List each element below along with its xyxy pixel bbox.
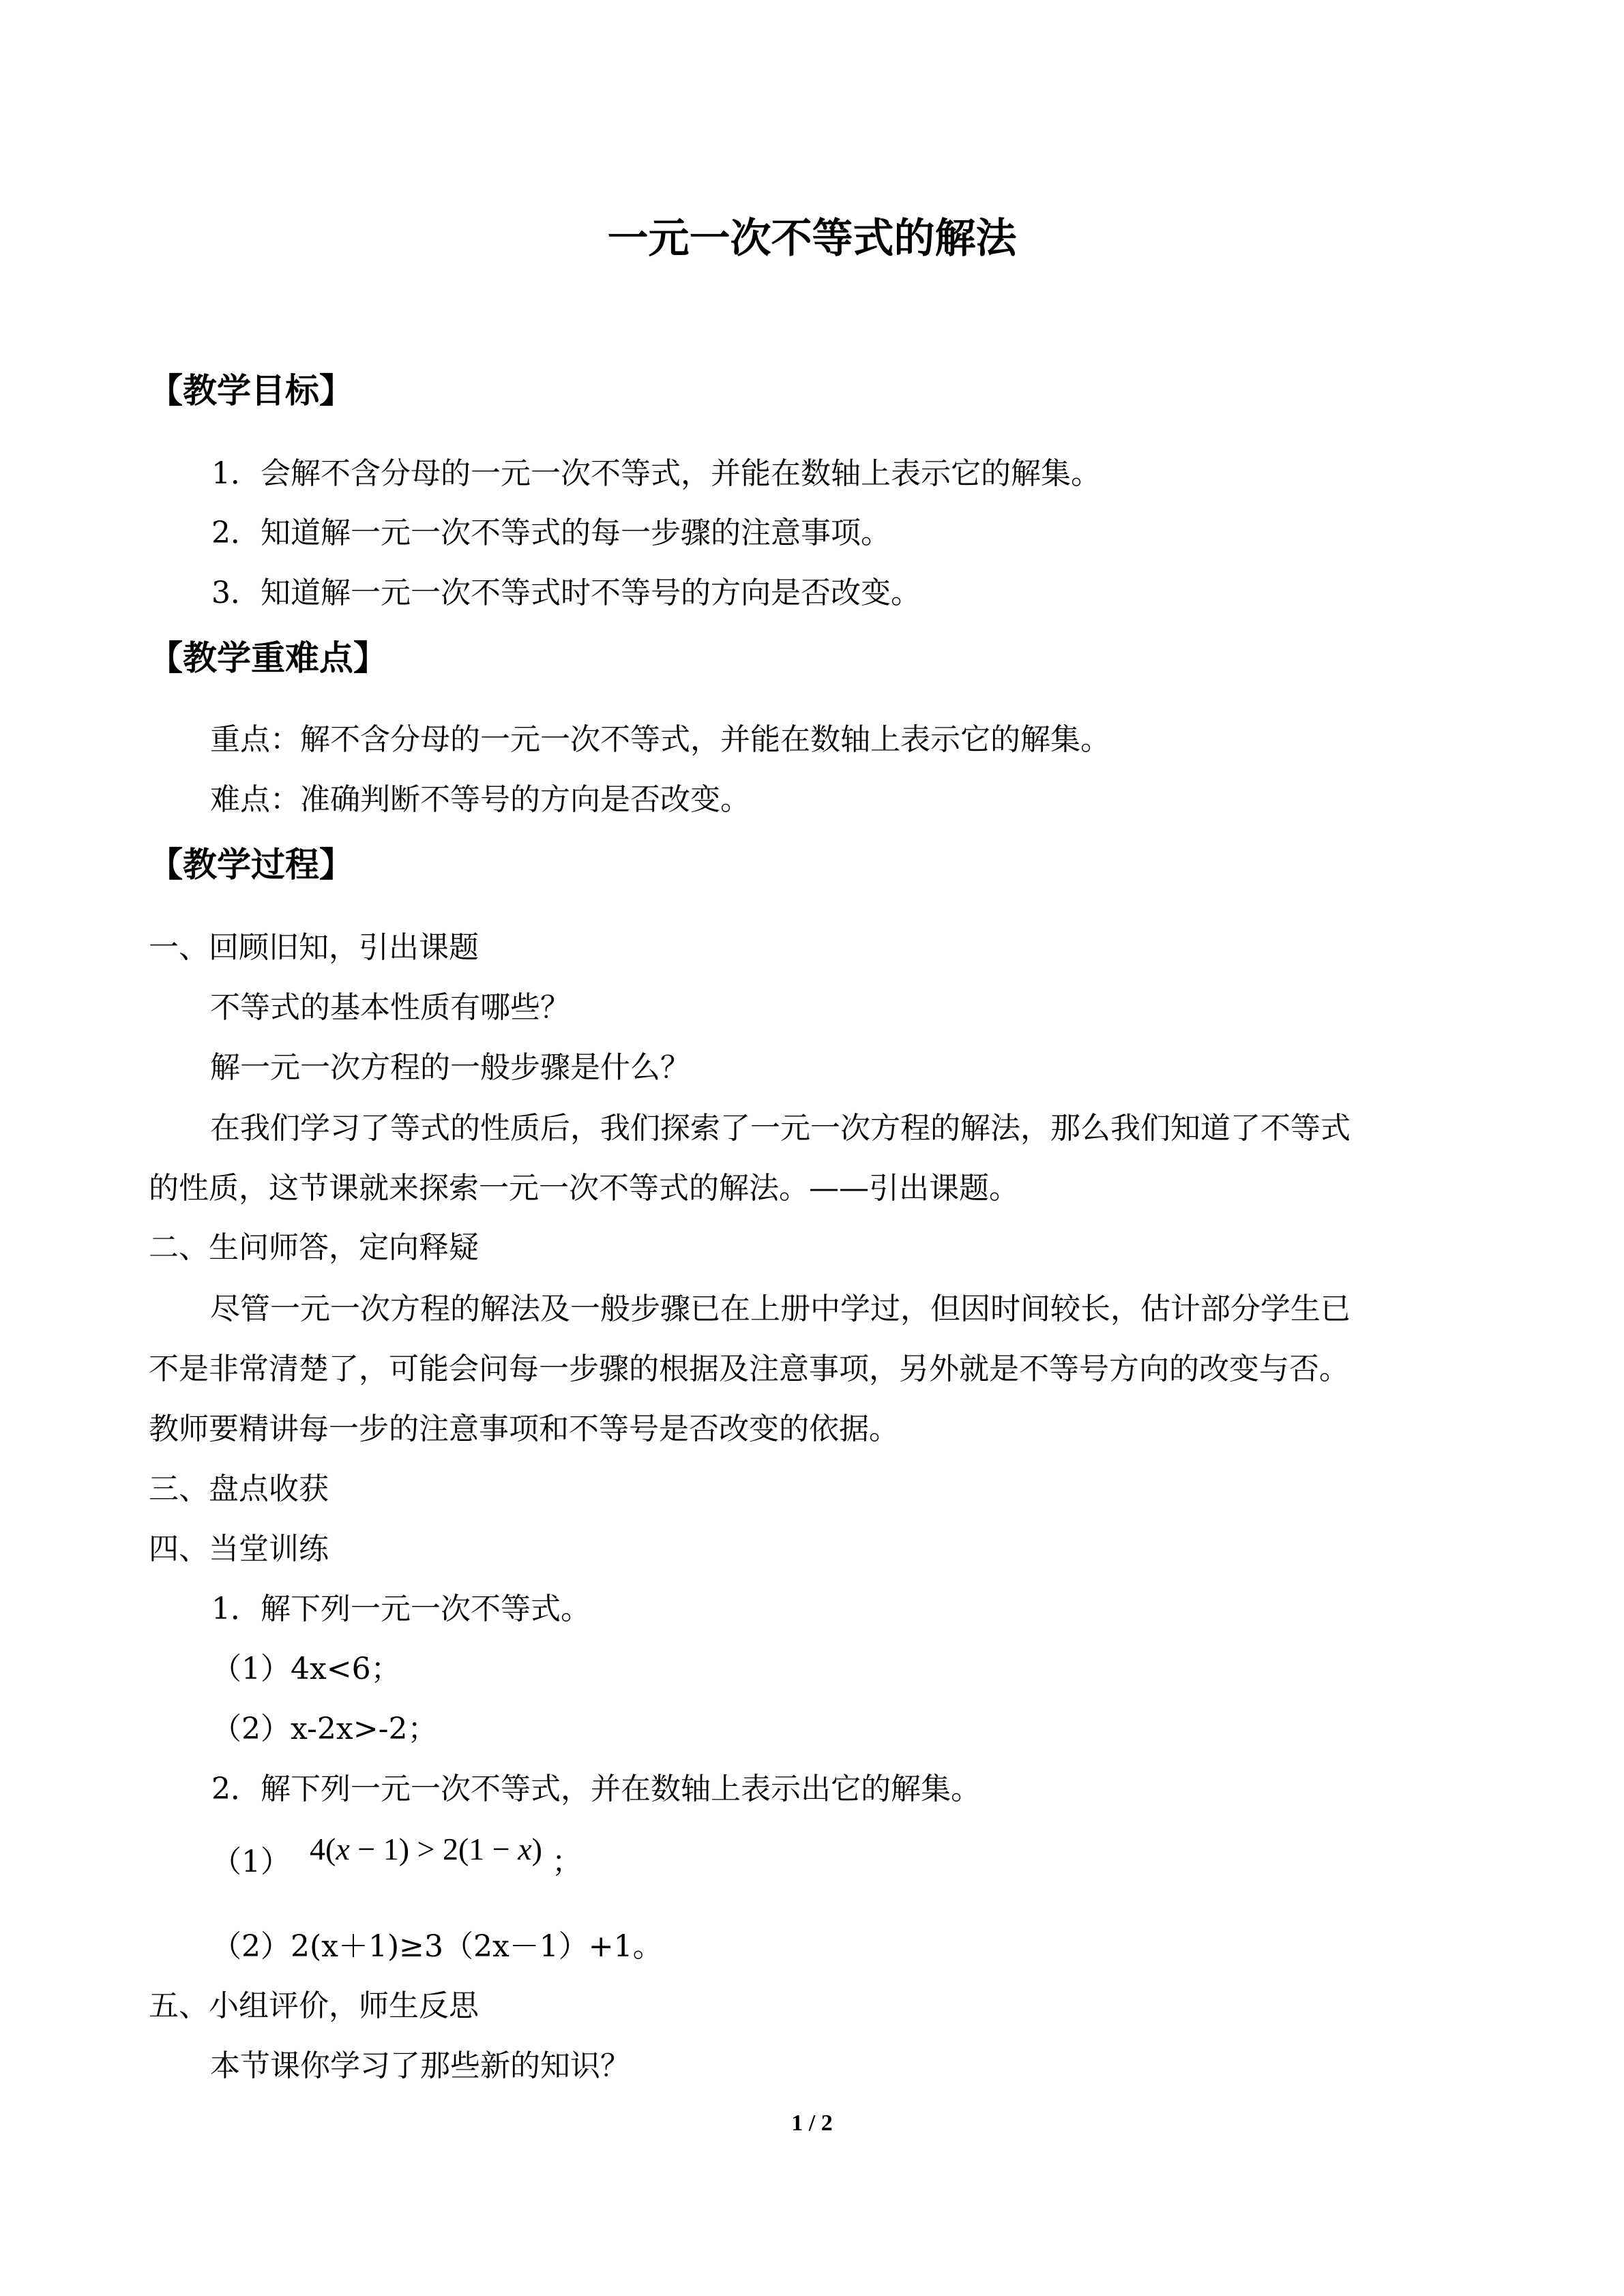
difficulty-text: 难点：准确判断不等号的方向是否改变。	[210, 782, 750, 817]
heading-key-points: 【教学重难点】	[149, 638, 387, 678]
heading-process: 【教学过程】	[149, 845, 353, 884]
objective-item-3: 3．知道解一元一次不等式时不等号的方向是否改变。	[211, 576, 921, 610]
process-part1-paragraph-line1: 在我们学习了等式的性质后，我们探索了一元一次方程的解法，那么我们知道了不等式	[210, 1111, 1350, 1146]
process-part2-paragraph-line3: 教师要精讲每一步的注意事项和不等号是否改变的依据。	[149, 1412, 899, 1446]
exercise-2b: （2）2(x＋1)≥3（2x－1）+1。	[211, 1929, 663, 1964]
process-part1-title: 一、回顾旧知，引出课题	[149, 930, 479, 965]
page-number: 1 / 2	[791, 2111, 833, 2136]
exercise-2a-formula: 4(x − 1) > 2(1 − x)	[310, 1832, 542, 1866]
process-part5-question: 本节课你学习了那些新的知识？	[210, 2048, 630, 2083]
process-part2-paragraph-line2: 不是非常清楚了，可能会问每一步骤的根据及注意事项，另外就是不等号方向的改变与否。	[149, 1352, 1349, 1386]
process-part2-title: 二、生问师答，定向释疑	[149, 1230, 479, 1265]
exercise-2a	[211, 1832, 582, 1883]
process-part4-title: 四、当堂训练	[149, 1532, 329, 1566]
process-part3-title: 三、盘点收获	[149, 1472, 329, 1506]
process-part2-paragraph-line1: 尽管一元一次方程的解法及一般步骤已在上册中学过，但因时间较长，估计部分学生已	[210, 1292, 1350, 1326]
exercise-1a: （1）4x<6；	[211, 1652, 401, 1686]
process-part1-paragraph-line2: 的性质，这节课就来探索一元一次不等式的解法。——引出课题。	[149, 1171, 1019, 1206]
process-part1-question1: 不等式的基本性质有哪些？	[210, 990, 570, 1025]
process-part1-question2: 解一元一次方程的一般步骤是什么？	[210, 1050, 690, 1085]
heading-objectives: 【教学目标】	[149, 371, 353, 411]
exercise-1b: （2）x-2x>-2；	[211, 1712, 438, 1746]
process-part5-title: 五、小组评价，师生反思	[149, 1988, 479, 2023]
document-title: 一元一次不等式的解法	[607, 215, 1017, 263]
objective-item-2: 2．知道解一元一次不等式的每一步骤的注意事项。	[211, 516, 891, 550]
exercise-2: 2．解下列一元一次不等式，并在数轴上表示出它的解集。	[211, 1772, 981, 1806]
key-point-text: 重点：解不含分母的一元一次不等式，并能在数轴上表示它的解集。	[210, 722, 1110, 757]
exercise-2a-end: ；	[551, 1845, 582, 1879]
exercise-2a-label: （1）	[211, 1845, 291, 1879]
exercise-1: 1．解下列一元一次不等式。	[211, 1592, 591, 1626]
objective-item-1: 1．会解不含分母的一元一次不等式，并能在数轴上表示它的解集。	[211, 456, 1101, 491]
